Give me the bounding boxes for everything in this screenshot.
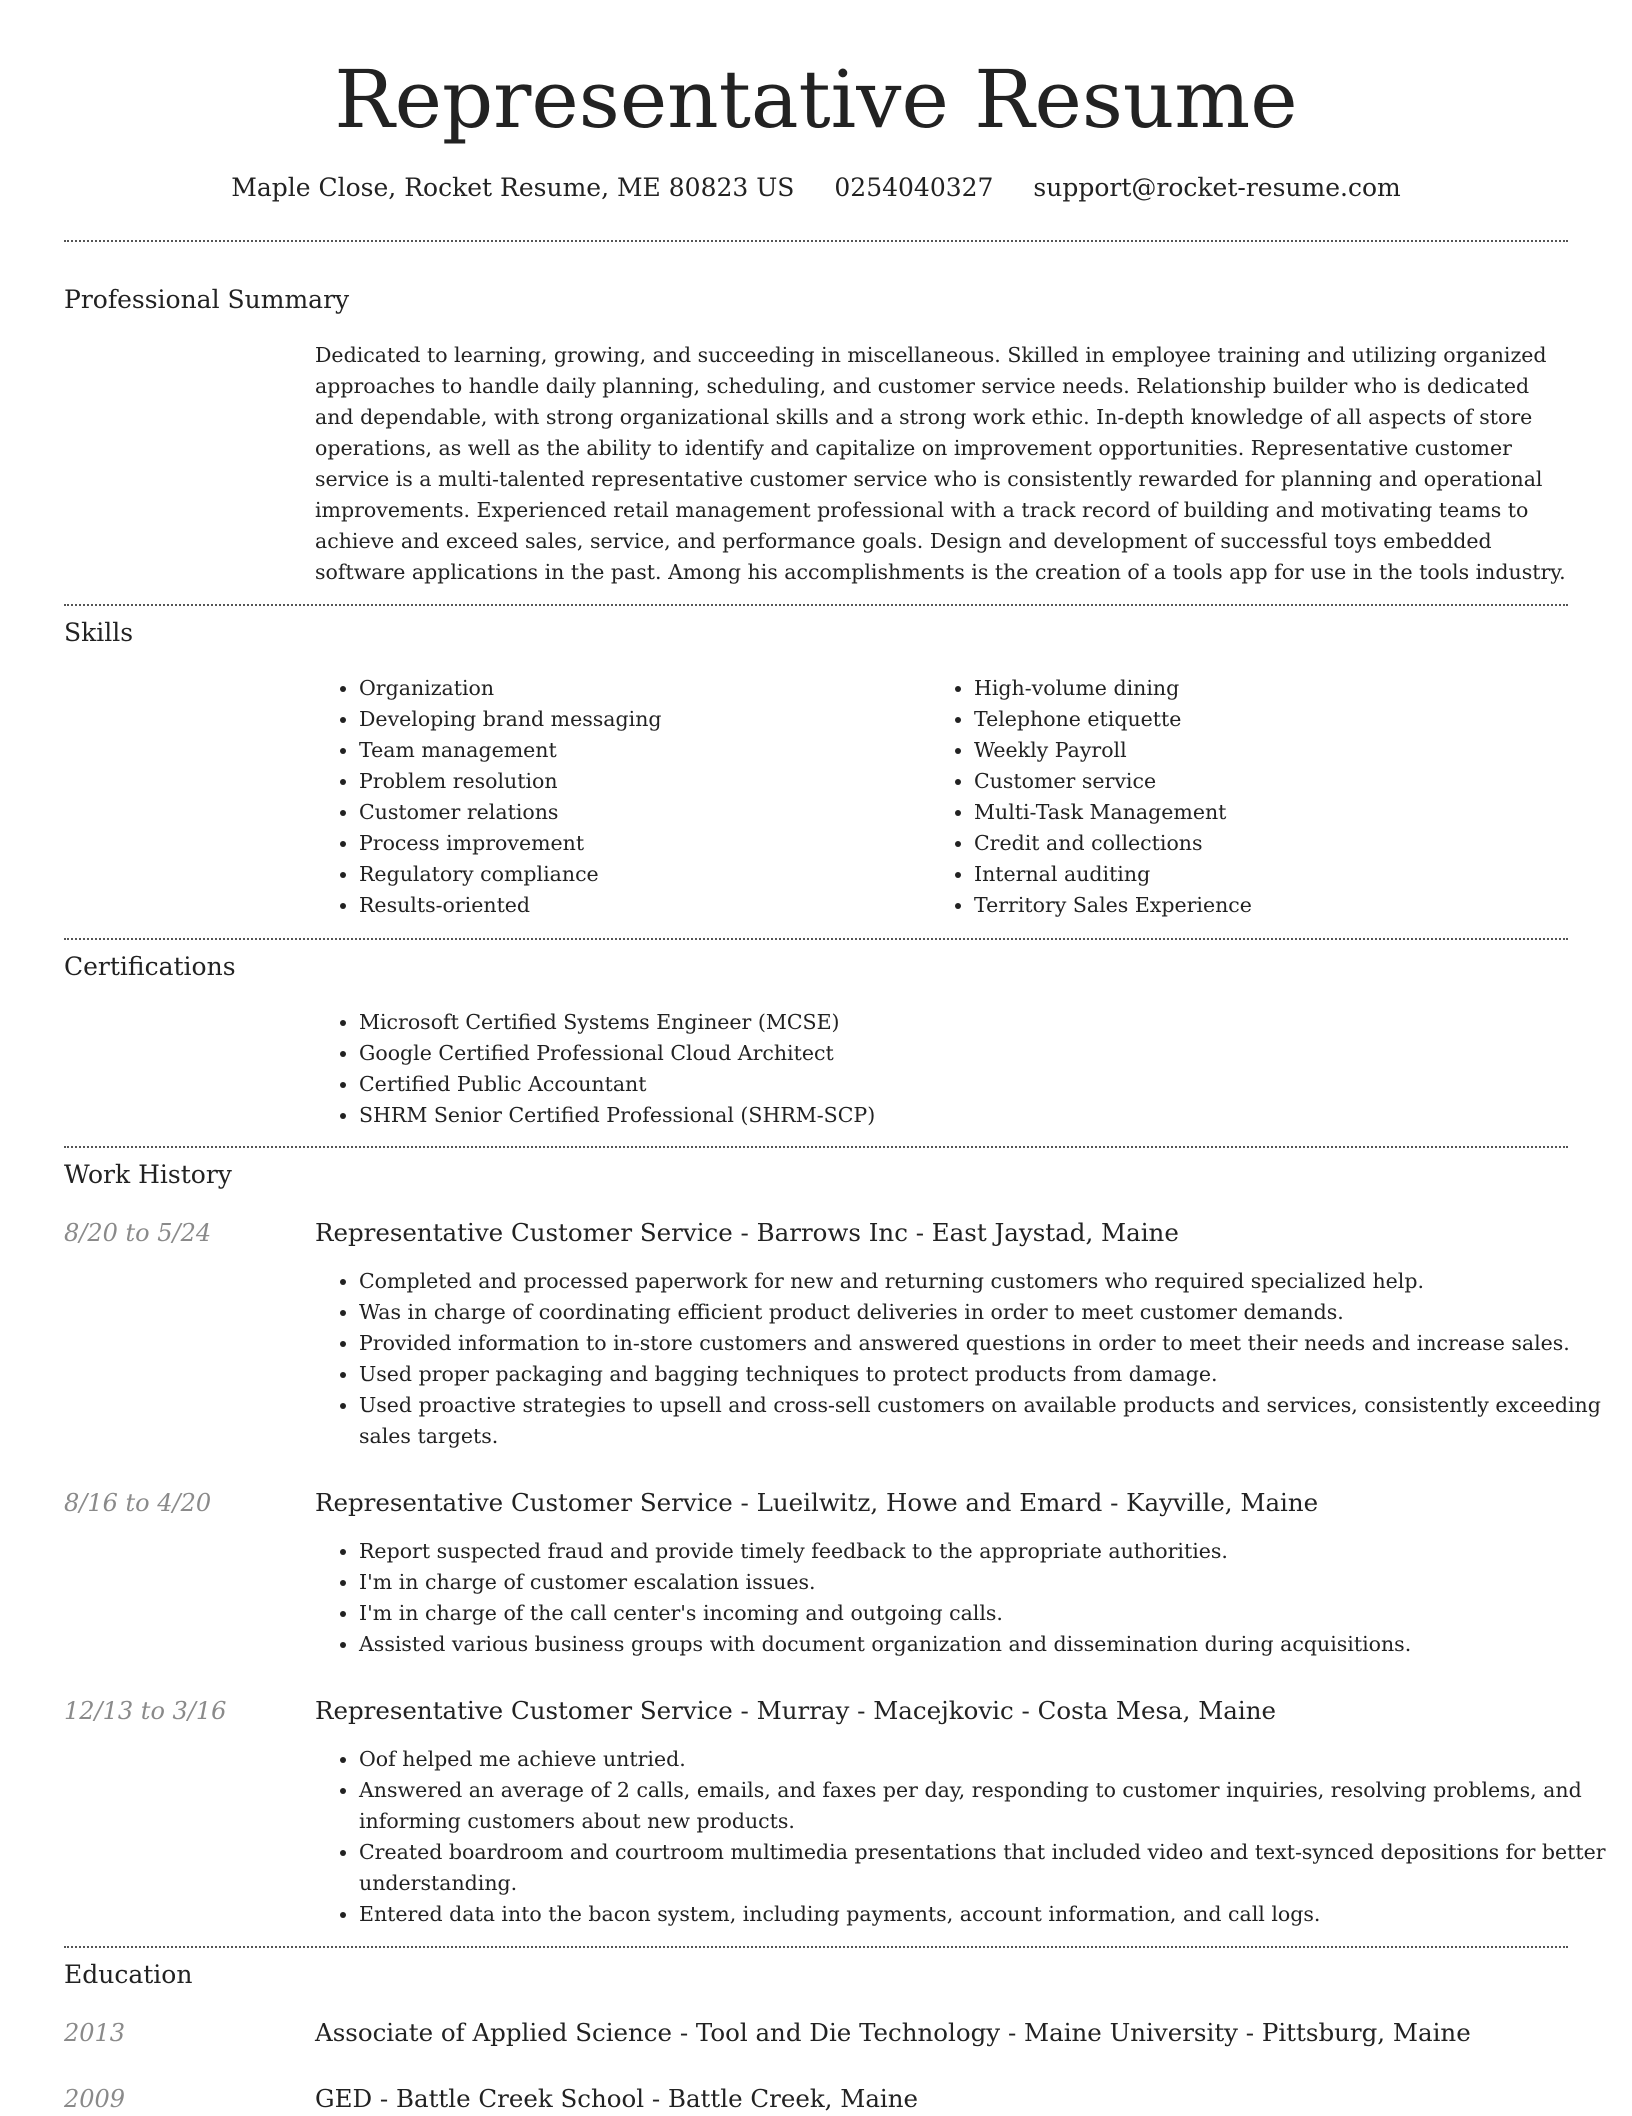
skills-list-left (315, 673, 919, 921)
job-heading: Representative Customer Service - Lueilwitz, Howe and Emard - Kayville, Maine (315, 1488, 1319, 1517)
education-entry: GED - Battle Creek School - Battle Creek, Maine (315, 2084, 919, 2113)
job-bullet: • Assisted various business groups with document organization and dissemination during acquisitions. (359, 1629, 1609, 1660)
skill-item: • Results-oriented (359, 890, 919, 921)
education-year: 2009 (64, 2085, 126, 2113)
job-bullets (315, 1744, 1609, 1930)
certification-item: • Certified Public Accountant (359, 1069, 1599, 1100)
job-bullet: • Provided information to in-store customers and answered questions in order to meet their needs and increase sales. (359, 1328, 1609, 1359)
education-entry: Associate of Applied Science - Tool and Die Technology - Maine University - Pittsburg, Maine (315, 2018, 1471, 2047)
section-title-education: Education (64, 1960, 193, 1989)
job-heading: Representative Customer Service - Barrows Inc - East Jaystad, Maine (315, 1218, 1179, 1247)
job-bullet: • I'm in charge of customer escalation issues. (359, 1567, 1609, 1598)
skill-item: • Internal auditing (974, 859, 1594, 890)
summary-text: Dedicated to learning, growing, and succeeding in miscellaneous. Skilled in employee training and utilizing organized approaches to handle daily planning, scheduling, and customer service needs. Relationship builder who is dedicated and dependable, with strong organizational skills and a strong work ethic. In-depth knowledge of all aspects of store operations, as well as the ability to identify and capitalize on improvement opportunities. Representative customer service is a multi-talented representative customer service who is consistently rewarded for planning and operational improvements. Experienced retail management professional with a track record of building and motivating teams to achieve and exceed sales, service, and performance goals. Design and development of successful toys embedded software applications in the past. Among his accomplishments is the creation of a tools app for use in the tools industry. (315, 343, 1566, 584)
contact-address: Maple Close, Rocket Resume, ME 80823 US (231, 173, 795, 202)
job-dates: 8/20 to 5/24 (64, 1219, 212, 1247)
job-bullet: • Used proactive strategies to upsell and cross-sell customers on available products and services, consistently exceeding sales targets. (359, 1390, 1609, 1452)
skill-item: • Credit and collections (974, 828, 1594, 859)
education-year: 2013 (64, 2019, 126, 2047)
section-divider (64, 604, 1568, 606)
job-dates: 8/16 to 4/20 (64, 1489, 212, 1517)
section-divider (64, 1146, 1568, 1148)
job-heading: Representative Customer Service - Murray - Macejkovic - Costa Mesa, Maine (315, 1696, 1277, 1725)
section-title-summary: Professional Summary (64, 285, 350, 314)
section-divider (64, 240, 1568, 242)
skill-item: • Multi-Task Management (974, 797, 1594, 828)
contact-phone: 0254040327 (834, 173, 994, 202)
job-bullet: • Oof helped me achieve untried. (359, 1744, 1609, 1775)
section-title-work-history: Work History (64, 1160, 232, 1189)
skill-item: • Customer service (974, 766, 1594, 797)
skill-item: • Weekly Payroll (974, 735, 1594, 766)
job-bullet: • Created boardroom and courtroom multimedia presentations that included video and text-synced depositions for better understanding. (359, 1837, 1609, 1899)
job-bullet: • Report suspected fraud and provide timely feedback to the appropriate authorities. (359, 1536, 1609, 1567)
skills-list-right (930, 673, 1594, 921)
skill-item: • Process improvement (359, 828, 919, 859)
job-bullets (315, 1266, 1609, 1452)
skill-item: • High-volume dining (974, 673, 1594, 704)
job-bullets (315, 1536, 1609, 1660)
section-title-certifications: Certifications (64, 952, 236, 981)
certifications-list (315, 1007, 1599, 1131)
resume-name: Representative Resume (334, 53, 1298, 146)
section-divider (64, 1946, 1568, 1948)
job-dates: 12/13 to 3/16 (64, 1697, 227, 1725)
skill-item: • Regulatory compliance (359, 859, 919, 890)
job-bullet: • Used proper packaging and bagging techniques to protect products from damage. (359, 1359, 1609, 1390)
skill-item: • Territory Sales Experience (974, 890, 1594, 921)
skill-item: • Organization (359, 673, 919, 704)
certification-item: • Google Certified Professional Cloud Architect (359, 1038, 1599, 1069)
skill-item: • Customer relations (359, 797, 919, 828)
job-bullet: • Was in charge of coordinating efficient product deliveries in order to meet customer demands. (359, 1297, 1609, 1328)
skill-item: • Team management (359, 735, 919, 766)
contact-email: support@rocket-resume.com (1033, 173, 1401, 202)
job-bullet: • Entered data into the bacon system, including payments, account information, and call logs. (359, 1899, 1609, 1930)
job-bullet: • Answered an average of 2 calls, emails, and faxes per day, responding to customer inquiries, resolving problems, and informing customers about new products. (359, 1775, 1609, 1837)
skill-item: • Developing brand messaging (359, 704, 919, 735)
certification-item: • SHRM Senior Certified Professional (SHRM-SCP) (359, 1100, 1599, 1131)
certification-item: • Microsoft Certified Systems Engineer (MCSE) (359, 1007, 1599, 1038)
job-bullet: • Completed and processed paperwork for new and returning customers who required specialized help. (359, 1266, 1609, 1297)
section-divider (64, 938, 1568, 940)
skill-item: • Telephone etiquette (974, 704, 1594, 735)
contact-line (0, 170, 1632, 206)
job-bullet: • I'm in charge of the call center's incoming and outgoing calls. (359, 1598, 1609, 1629)
section-title-skills: Skills (64, 618, 134, 647)
skill-item: • Problem resolution (359, 766, 919, 797)
